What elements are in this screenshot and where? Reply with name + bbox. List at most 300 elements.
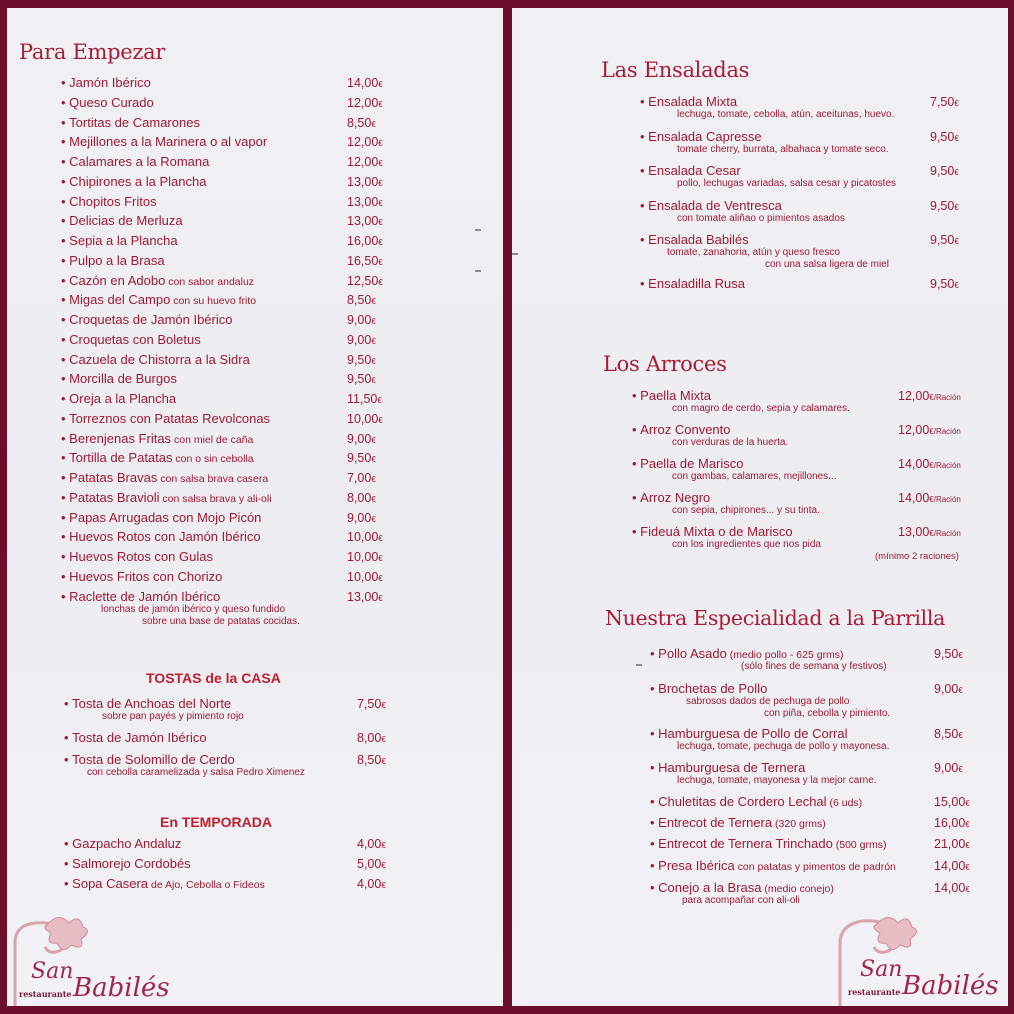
menu-item-price [347, 233, 383, 251]
menu-item-price [934, 836, 970, 854]
menu-item-title: Sepia a la Plancha [69, 233, 178, 248]
menu-item-description: (sólo fines de semana y festivos) [741, 661, 887, 672]
price-currency: € [929, 393, 934, 402]
price-currency: € [371, 495, 376, 504]
ensaladas-title: Las Ensaladas [601, 58, 750, 82]
menu-item-name [61, 115, 200, 131]
menu-item-name [640, 276, 745, 292]
price-currency: € [929, 427, 934, 436]
price-value: 12,00 [347, 135, 379, 149]
menu-item-title: Entrecot de Ternera [658, 815, 773, 830]
menu-item-price [934, 726, 963, 744]
menu-item-title: Brochetas de Pollo [658, 681, 768, 696]
price-unit: /Ración [933, 461, 961, 470]
menu-item-price [347, 371, 376, 389]
menu-item-extra: (500 grms) [832, 839, 887, 851]
para-empezar-title: Para Empezar [19, 40, 166, 64]
menu-item-price [347, 490, 376, 508]
price-value: 9,50 [930, 130, 955, 144]
price-value: 9,00 [347, 313, 372, 327]
menu-item-extra: (medio pollo - 625 grms) [726, 649, 844, 661]
price-currency: € [378, 139, 383, 148]
price-value: 14,00 [934, 859, 966, 873]
menu-item-name [640, 163, 741, 179]
price-currency: € [378, 80, 383, 89]
menu-item-name [61, 510, 261, 526]
menu-item-price [934, 646, 963, 664]
menu-item-name [650, 794, 862, 811]
menu-item-title: Tosta de Jamón Ibérico [72, 730, 207, 745]
menu-item-name [61, 450, 254, 467]
restaurant-logo: San restaurante Babilés [7, 903, 177, 1006]
price-value: 13,00 [347, 590, 379, 604]
menu-item-description: sobre una base de patatas cocidas. [142, 616, 300, 627]
menu-item-price [347, 431, 376, 449]
price-currency: € [371, 297, 376, 306]
menu-item-title: Huevos Rotos con Gulas [69, 549, 213, 564]
menu-item-title: Chopitos Fritos [69, 194, 157, 209]
menu-item-name [61, 233, 178, 249]
menu-item-price [934, 858, 970, 876]
price-currency: € [378, 159, 383, 168]
price-value: 8,50 [347, 293, 372, 307]
price-value: 8,50 [347, 116, 372, 130]
menu-item-price [347, 450, 376, 468]
menu-item-name [61, 589, 220, 605]
price-currency: € [381, 701, 386, 710]
menu-item-price [347, 391, 382, 409]
price-value: 9,50 [930, 164, 955, 178]
menu-item-price [898, 456, 961, 474]
restaurant-logo: San restaurante Babilés [830, 903, 1000, 1006]
menu-item-name [640, 198, 782, 214]
price-currency: € [965, 799, 970, 808]
price-currency: € [965, 885, 970, 894]
menu-item-price [347, 569, 383, 587]
price-unit: /Ración [933, 427, 961, 436]
menu-item-name [61, 371, 177, 387]
price-currency: € [371, 475, 376, 484]
menu-item-price [930, 198, 959, 216]
menu-item-name [64, 876, 265, 893]
menu-item-name [61, 549, 213, 565]
price-currency: € [378, 100, 383, 109]
menu-item-price [347, 213, 383, 231]
menu-item-price [930, 276, 959, 294]
menu-item-title: Tortilla de Patatas [69, 450, 173, 465]
menu-item-name [650, 760, 805, 776]
menu-item-price [347, 253, 383, 271]
menu-item-name [61, 213, 183, 229]
menu-item-price [347, 470, 376, 488]
price-value: 8,50 [357, 753, 382, 767]
menu-item-title: Tosta de Solomillo de Cerdo [72, 752, 235, 767]
menu-item-name [61, 470, 268, 487]
menu-item-name [61, 95, 154, 111]
menu-item-name [61, 154, 209, 170]
arroces-note: (mínimo 2 raciones) [875, 551, 959, 562]
menu-item-title: Cazuela de Chistorra a la Sidra [69, 352, 250, 367]
menu-item-extra: (320 grms) [772, 818, 826, 830]
menu-item-extra: con salsa brava y ali-oli [159, 493, 272, 505]
menu-item-title: Patatas Bravioli [69, 490, 160, 505]
menu-item-extra: (medio conejo) [761, 883, 834, 895]
menu-item-price [898, 422, 961, 440]
menu-item-price [347, 174, 383, 192]
menu-item-extra: con o sin cebolla [172, 453, 254, 465]
menu-item-title: Cazón en Adobo [69, 273, 166, 288]
menu-item-title: Huevos Fritos con Chorizo [69, 569, 223, 584]
menu-item-title: Croquetas de Jamón Ibérico [69, 312, 233, 327]
price-value: 7,00 [347, 471, 372, 485]
menu-item-description: con magro de cerdo, sepia y calamares. [672, 403, 850, 414]
menu-item-name [650, 815, 826, 832]
menu-item-name [61, 134, 267, 150]
menu-item-description: con los ingredientes que nos pida [672, 539, 821, 550]
menu-item-title: Paella de Marisco [640, 456, 744, 471]
price-currency: € [371, 376, 376, 385]
menu-item-price [357, 856, 386, 874]
price-currency: € [378, 416, 383, 425]
price-currency: € [381, 735, 386, 744]
price-currency: € [965, 820, 970, 829]
menu-item-description: con piña, cebolla y pimiento. [764, 708, 891, 719]
menu-item-price [934, 815, 970, 833]
menu-item-price [347, 154, 383, 172]
price-value: 8,00 [347, 491, 372, 505]
menu-item-description: con sepia, chipirones... y su tinta. [672, 505, 820, 516]
price-currency: € [929, 529, 934, 538]
menu-item-name [61, 352, 250, 368]
menu-item-name [632, 388, 711, 404]
menu-item-title: Raclette de Jamón Ibérico [69, 589, 221, 604]
menu-item-extra: con sabor andaluz [165, 276, 255, 288]
menu-item-description: pollo, lechugas variadas, salsa cesar y picatostes [677, 178, 897, 189]
menu-item-title: Arroz Negro [640, 490, 711, 505]
menu-item-name [61, 75, 151, 91]
menu-item-title: Torreznos con Patatas Revolconas [69, 411, 271, 426]
binding-hole [475, 229, 481, 231]
price-currency: € [378, 554, 383, 563]
price-value: 10,00 [347, 412, 379, 426]
menu-item-name [61, 332, 201, 348]
menu-item-title: Delicias de Merluza [69, 213, 183, 228]
price-value: 4,00 [357, 877, 382, 891]
price-currency: € [371, 455, 376, 464]
menu-item-name [650, 836, 887, 853]
price-value: 14,00 [934, 881, 966, 895]
menu-item-name [61, 411, 270, 427]
menu-item-name [632, 490, 710, 506]
menu-item-description: con tomate aliñao o pimientos asados [677, 213, 845, 224]
price-value: 14,00 [898, 457, 930, 471]
menu-item-title: Pulpo a la Brasa [69, 253, 165, 268]
price-currency: € [954, 99, 959, 108]
menu-item-title: Tortitas de Camarones [69, 115, 200, 130]
menu-item-title: Chipirones a la Plancha [69, 174, 207, 189]
price-value: 14,00 [898, 491, 930, 505]
menu-item-title: Huevos Rotos con Jamón Ibérico [69, 529, 261, 544]
price-currency: € [378, 574, 383, 583]
menu-item-description: con gambas, calamares, mejillones... [672, 471, 837, 482]
menu-item-price [347, 115, 376, 133]
menu-item-price [347, 75, 383, 93]
price-value: 10,00 [347, 550, 379, 564]
menu-item-name [64, 836, 181, 852]
price-currency: € [381, 861, 386, 870]
price-value: 13,00 [347, 175, 379, 189]
price-unit: /Ración [933, 495, 961, 504]
price-value: 21,00 [934, 837, 966, 851]
menu-item-title: Pollo Asado [658, 646, 727, 661]
menu-item-title: Entrecot de Ternera Trinchado [658, 836, 833, 851]
arroces-title: Los Arroces [603, 352, 727, 376]
menu-item-title: Arroz Convento [640, 422, 731, 437]
menu-item-title: Paella Mixta [640, 388, 711, 403]
parrilla-title: Nuestra Especialidad a la Parrilla [605, 606, 946, 630]
price-value: 9,00 [347, 432, 372, 446]
price-value: 9,50 [934, 647, 959, 661]
menu-item-description: tomate, zanahoria, atún y queso fresco [667, 247, 840, 258]
menu-item-price [347, 134, 383, 152]
menu-item-name [61, 431, 253, 448]
price-value: 8,50 [934, 727, 959, 741]
menu-item-price [930, 163, 959, 181]
menu-item-price [347, 510, 376, 528]
price-currency: € [965, 863, 970, 872]
price-value: 9,50 [930, 277, 955, 291]
price-value: 14,00 [347, 76, 379, 90]
menu-item-title: Presa Ibérica [658, 858, 735, 873]
price-value: 9,00 [347, 511, 372, 525]
menu-item-title: Salmorejo Cordobés [72, 856, 191, 871]
tostas-title: TOSTAS de la CASA [146, 670, 281, 686]
price-currency: € [958, 731, 963, 740]
price-value: 16,00 [347, 234, 379, 248]
menu-item-title: Morcilla de Burgos [69, 371, 177, 386]
menu-item-description: lechuga, tomate, mayonesa y la mejor carne. [677, 775, 877, 786]
temporada-title: En TEMPORADA [160, 814, 273, 830]
price-value: 8,00 [357, 731, 382, 745]
menu-item-title: Patatas Bravas [69, 470, 158, 485]
price-currency: € [954, 203, 959, 212]
binding-hole [512, 253, 518, 255]
menu-item-price [347, 352, 376, 370]
menu-item-price [357, 876, 386, 894]
price-value: 9,50 [930, 199, 955, 213]
binding-hole [475, 270, 481, 272]
price-currency: € [378, 218, 383, 227]
menu-item-title: Ensalada Cesar [648, 163, 741, 178]
menu-item-name [64, 856, 191, 872]
menu-item-name [640, 129, 762, 145]
price-currency: € [958, 765, 963, 774]
menu-item-title: Chuletitas de Cordero Lechal [658, 794, 827, 809]
menu-item-extra: con miel de caña [171, 434, 254, 446]
price-currency: € [378, 179, 383, 188]
menu-item-title: Ensalada Capresse [648, 129, 762, 144]
menu-item-price [347, 529, 383, 547]
price-currency: € [378, 238, 383, 247]
menu-item-extra: (6 uds) [826, 797, 863, 809]
price-unit: /Ración [933, 393, 961, 402]
price-currency: € [371, 120, 376, 129]
menu-item-title: Hamburguesa de Ternera [658, 760, 806, 775]
menu-item-price [898, 524, 961, 542]
price-value: 9,50 [930, 233, 955, 247]
price-unit: /Ración [933, 529, 961, 538]
menu-item-price [930, 232, 959, 250]
price-value: 4,00 [357, 837, 382, 851]
price-value: 9,50 [347, 353, 372, 367]
price-value: 13,00 [347, 195, 379, 209]
menu-item-name [61, 490, 272, 507]
price-currency: € [371, 436, 376, 445]
price-currency: € [378, 278, 383, 287]
left-menu-page [7, 8, 503, 1006]
menu-item-name [61, 253, 165, 269]
price-currency: € [371, 515, 376, 524]
menu-item-extra: con su huevo frito [170, 295, 257, 307]
price-value: 7,50 [357, 697, 382, 711]
menu-item-description: con una salsa ligera de miel [765, 259, 889, 270]
menu-item-title: Ensaladilla Rusa [648, 276, 746, 291]
right-menu-page [512, 8, 1008, 1006]
price-value: 13,00 [347, 214, 379, 228]
menu-item-name [632, 422, 731, 438]
menu-item-extra: con patatas y pimentos de padrón [734, 861, 896, 873]
menu-item-title: Conejo a la Brasa [658, 880, 762, 895]
menu-item-title: Tosta de Anchoas del Norte [72, 696, 232, 711]
menu-item-description: para acompañar con ali-oli [682, 895, 800, 906]
menu-item-name [632, 456, 744, 472]
menu-item-name [640, 232, 749, 248]
menu-item-title: Ensalada Babilés [648, 232, 749, 247]
price-currency: € [958, 686, 963, 695]
price-value: 11,50 [347, 392, 378, 406]
price-value: 15,00 [934, 795, 966, 809]
menu-item-price [357, 730, 386, 748]
menu-item-price [357, 752, 386, 770]
price-value: 10,00 [347, 570, 379, 584]
menu-item-price [347, 411, 383, 429]
price-value: 16,50 [347, 254, 379, 268]
price-value: 9,00 [934, 761, 959, 775]
price-value: 12,50 [347, 274, 379, 288]
menu-item-name [61, 529, 261, 545]
menu-item-description: lechuga, tomate, pechuga de pollo y mayonesa. [677, 741, 890, 752]
menu-item-price [930, 94, 959, 112]
price-currency: € [954, 168, 959, 177]
menu-item-title: Papas Arrugadas con Mojo Picón [69, 510, 262, 525]
menu-item-price [347, 292, 376, 310]
menu-item-title: Sopa Casera [72, 876, 149, 891]
menu-item-title: Berenjenas Fritas [69, 431, 172, 446]
menu-item-name [650, 726, 848, 742]
price-currency: € [958, 651, 963, 660]
menu-item-description: lonchas de jamón ibérico y queso fundido [101, 604, 286, 615]
menu-item-price [930, 129, 959, 147]
menu-item-name [61, 174, 206, 190]
price-value: 12,00 [898, 423, 930, 437]
price-currency: € [378, 594, 383, 603]
price-value: 12,00 [347, 96, 379, 110]
menu-item-description: sobre pan payés y pimiento rojo [102, 711, 244, 722]
price-currency: € [377, 396, 382, 405]
menu-item-title: Ensalada de Ventresca [648, 198, 782, 213]
menu-item-title: Queso Curado [69, 95, 154, 110]
menu-item-price [357, 836, 386, 854]
menu-item-name [61, 312, 232, 328]
price-currency: € [954, 281, 959, 290]
menu-item-name [61, 292, 256, 309]
menu-item-price [898, 490, 961, 508]
price-currency: € [378, 199, 383, 208]
price-value: 12,00 [347, 155, 379, 169]
menu-item-price [347, 549, 383, 567]
price-value: 16,00 [934, 816, 966, 830]
menu-item-price [934, 794, 970, 812]
price-currency: € [381, 757, 386, 766]
menu-item-name [640, 94, 737, 110]
price-currency: € [378, 534, 383, 543]
menu-item-price [347, 95, 383, 113]
price-currency: € [378, 258, 383, 267]
price-currency: € [371, 357, 376, 366]
menu-item-description: lechuga, tomate, cebolla, atún, aceitunas, huevo. [677, 109, 895, 120]
menu-item-title: Oreja a la Plancha [69, 391, 177, 406]
menu-item-title: Hamburguesa de Pollo de Corral [658, 726, 848, 741]
price-currency: € [954, 134, 959, 143]
menu-item-price [934, 681, 963, 699]
menu-item-title: Migas del Campo [69, 292, 171, 307]
price-currency: € [381, 881, 386, 890]
menu-item-price [347, 273, 383, 291]
price-value: 9,50 [347, 372, 372, 386]
price-value: 13,00 [898, 525, 930, 539]
price-currency: € [954, 237, 959, 246]
menu-item-name [650, 858, 896, 875]
menu-item-name [64, 730, 207, 746]
price-value: 5,00 [357, 857, 382, 871]
price-currency: € [929, 495, 934, 504]
menu-item-price [934, 880, 970, 898]
menu-item-description: tomate cherry, burrata, albahaca y tomate seco. [677, 144, 889, 155]
menu-item-name [650, 681, 767, 697]
binding-hole [636, 664, 642, 666]
price-value: 10,00 [347, 530, 379, 544]
menu-item-description: con cebolla caramelizada y salsa Pedro Ximenez [87, 767, 305, 778]
menu-item-description: sabrosos dados de pechuga de pollo [686, 696, 850, 707]
menu-item-name [61, 569, 222, 585]
menu-item-title: Calamares a la Romana [69, 154, 210, 169]
menu-item-name [632, 524, 793, 540]
menu-item-name [61, 273, 254, 290]
menu-item-name [61, 391, 176, 407]
menu-item-title: Jamón Ibérico [69, 75, 151, 90]
price-value: 9,00 [347, 333, 372, 347]
price-currency: € [929, 461, 934, 470]
menu-item-extra: con salsa brava casera [157, 473, 269, 485]
menu-item-extra: de Ajo, Cebolla o Fideos [148, 879, 265, 891]
price-value: 9,50 [347, 451, 372, 465]
menu-item-title: Gazpacho Andaluz [72, 836, 182, 851]
menu-item-price [347, 194, 383, 212]
price-value: 12,00 [898, 389, 930, 403]
price-currency: € [965, 841, 970, 850]
menu-item-price [347, 332, 376, 350]
menu-item-name [64, 696, 231, 712]
